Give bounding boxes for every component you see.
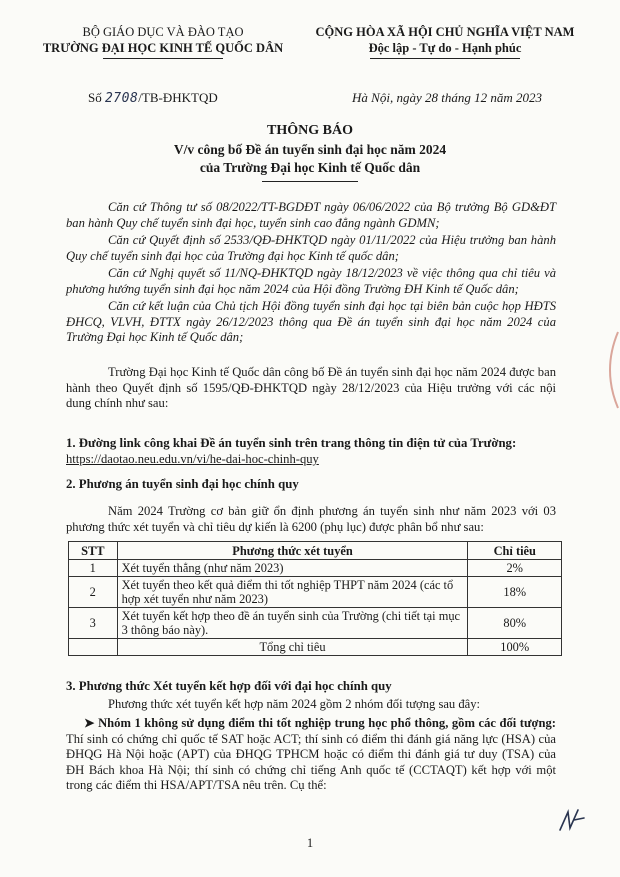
group-1-title: Nhóm 1 không sử dụng điểm thi tốt nghiệp trung học phổ thông, gồm các đối tượng: — [98, 716, 557, 730]
document-number: Số 2708/TB-ĐHKTQD — [88, 90, 218, 106]
cell-quota: 18% — [468, 577, 562, 608]
cell-stt: 2 — [69, 577, 118, 608]
motto-underline — [370, 58, 520, 59]
national-motto: Độc lập - Tự do - Hạnh phúc — [368, 41, 522, 55]
cell-stt: 3 — [69, 608, 118, 639]
admission-methods-table — [68, 541, 562, 656]
total-value: 100% — [468, 639, 562, 656]
cell-method: Xét tuyển kết hợp theo đề án tuyển sinh của Trường (chi tiết tại mục 3 thông báo này). — [117, 608, 468, 639]
document-subject-line1: V/v công bố Đề án tuyển sinh đại học năm 2024 — [173, 142, 447, 157]
cell-method: Xét tuyển thẳng (như năm 2023) — [117, 560, 468, 577]
issue-date: Hà Nội, ngày 28 tháng 12 năm 2023 — [352, 90, 542, 105]
legal-basis-2: Căn cứ Quyết định số 2533/QĐ-ĐHKTQD ngày 01/11/2022 của Hiệu trưởng ban hành Quy chế tuyển sinh đại học của Trường đại học Kinh tế quốc dân; — [66, 233, 556, 263]
seal-stamp-edge — [600, 330, 620, 410]
ministry-name: BỘ GIÁO DỤC VÀ ĐÀO TẠO — [82, 25, 244, 39]
admission-link[interactable]: https://daotao.neu.edu.vn/vi/he-dai-hoc-chinh-quy — [66, 452, 319, 466]
issuer-header — [38, 24, 288, 59]
total-label: Tổng chỉ tiêu — [117, 639, 468, 656]
section-3-paragraph: Phương thức xét tuyển kết hợp năm 2024 gồm 2 nhóm đối tượng sau đây: — [108, 697, 481, 711]
legal-basis-4: Căn cứ kết luận của Chủ tịch Hội đồng tuyển sinh đại học tại biên bản cuộc họp HĐTS ĐHCQ, VLVH, ĐTTX ngày 26/12/2023 thông qua Đề án tuyển sinh đại học năm 2024 của Trường Đại học Kinh tế Quốc dân; — [66, 299, 556, 344]
group-1-text: Thí sinh có chứng chỉ quốc tế SAT hoặc ACT; thí sinh có điểm thi đánh giá năng lực (HSA) của ĐHQG Hà Nội hoặc (APT) của ĐHQG TPHCM hoặc có điểm thi đánh giá tư duy (TSA) của ĐH Bách khoa Hà Nội; thí sinh có chứng chỉ tiếng Anh quốc tế (CCTAQT) kết hợp với một trong các điểm thi HSA/APT/TSA nêu trên. Cụ thể: — [66, 731, 556, 792]
section-1-heading: 1. Đường link công khai Đề án tuyển sinh trên trang thông tin điện tử của Trường: — [66, 436, 517, 450]
cell-stt: 1 — [69, 560, 118, 577]
table-row — [69, 560, 562, 577]
title-underline — [262, 181, 358, 182]
intro-paragraph: Trường Đại học Kinh tế Quốc dân công bố Đề án tuyển sinh đại học năm 2024 được ban hành theo Quyết định số 1595/QĐ-ĐHKTQD ngày 28/12/2023 của Hiệu trưởng với các nội dung chính như sau: — [66, 365, 556, 410]
section-3-heading: 3. Phương thức Xét tuyển kết hợp đối với đại học chính quy — [66, 679, 392, 693]
national-header — [300, 24, 590, 59]
cell-method: Xét tuyển theo kết quả điểm thi tốt nghiệp THPT năm 2024 (các tổ hợp xét tuyển như năm 2023) — [117, 577, 468, 608]
header-quota: Chỉ tiêu — [468, 542, 562, 560]
legal-basis-3: Căn cứ Nghị quyết số 11/NQ-ĐHKTQD ngày 18/12/2023 về việc thông qua chỉ tiêu và phương hướng tuyển sinh đại học năm 2024 của Hội đồng Trường ĐH Kinh tế Quốc dân; — [66, 266, 556, 296]
document-title: THÔNG BÁO — [267, 123, 353, 138]
legal-basis-1: Căn cứ Thông tư số 08/2022/TT-BGDĐT ngày 06/06/2022 của Bộ trưởng Bộ GD&ĐT ban hành Quy chế tuyển sinh đại học, tuyển sinh cao đẳng ngành GDMN; — [66, 200, 556, 230]
table-row — [69, 608, 562, 639]
issuer-underline — [103, 58, 223, 59]
section-2-paragraph: Năm 2024 Trường cơ bản giữ ổn định phương án tuyển sinh như năm 2023 với 03 phương thức xét tuyển và chỉ tiêu dự kiến là 6200 (phụ lục) được phân bổ như sau: — [66, 504, 556, 534]
republic-name: CỘNG HÒA XÃ HỘI CHỦ NGHĨA VIỆT NAM — [315, 25, 575, 39]
signature-initials — [556, 806, 588, 836]
arrow-bullet-icon: ➤ — [84, 716, 99, 730]
group-1-paragraph — [66, 716, 556, 794]
table-row — [69, 577, 562, 608]
document-subject-line2: của Trường Đại học Kinh tế Quốc dân — [199, 160, 421, 175]
cell-quota: 2% — [468, 560, 562, 577]
cell-quota: 80% — [468, 608, 562, 639]
handwritten-number: 2708 — [104, 91, 139, 106]
table-total-row — [69, 639, 562, 656]
university-name: TRƯỜNG ĐẠI HỌC KINH TẾ QUỐC DÂN — [42, 41, 284, 55]
header-stt: STT — [69, 542, 118, 560]
header-method: Phương thức xét tuyển — [117, 542, 468, 560]
table-header-row — [69, 542, 562, 560]
page-number: 1 — [306, 836, 314, 850]
section-2-heading: 2. Phương án tuyển sinh đại học chính quy — [66, 477, 299, 491]
